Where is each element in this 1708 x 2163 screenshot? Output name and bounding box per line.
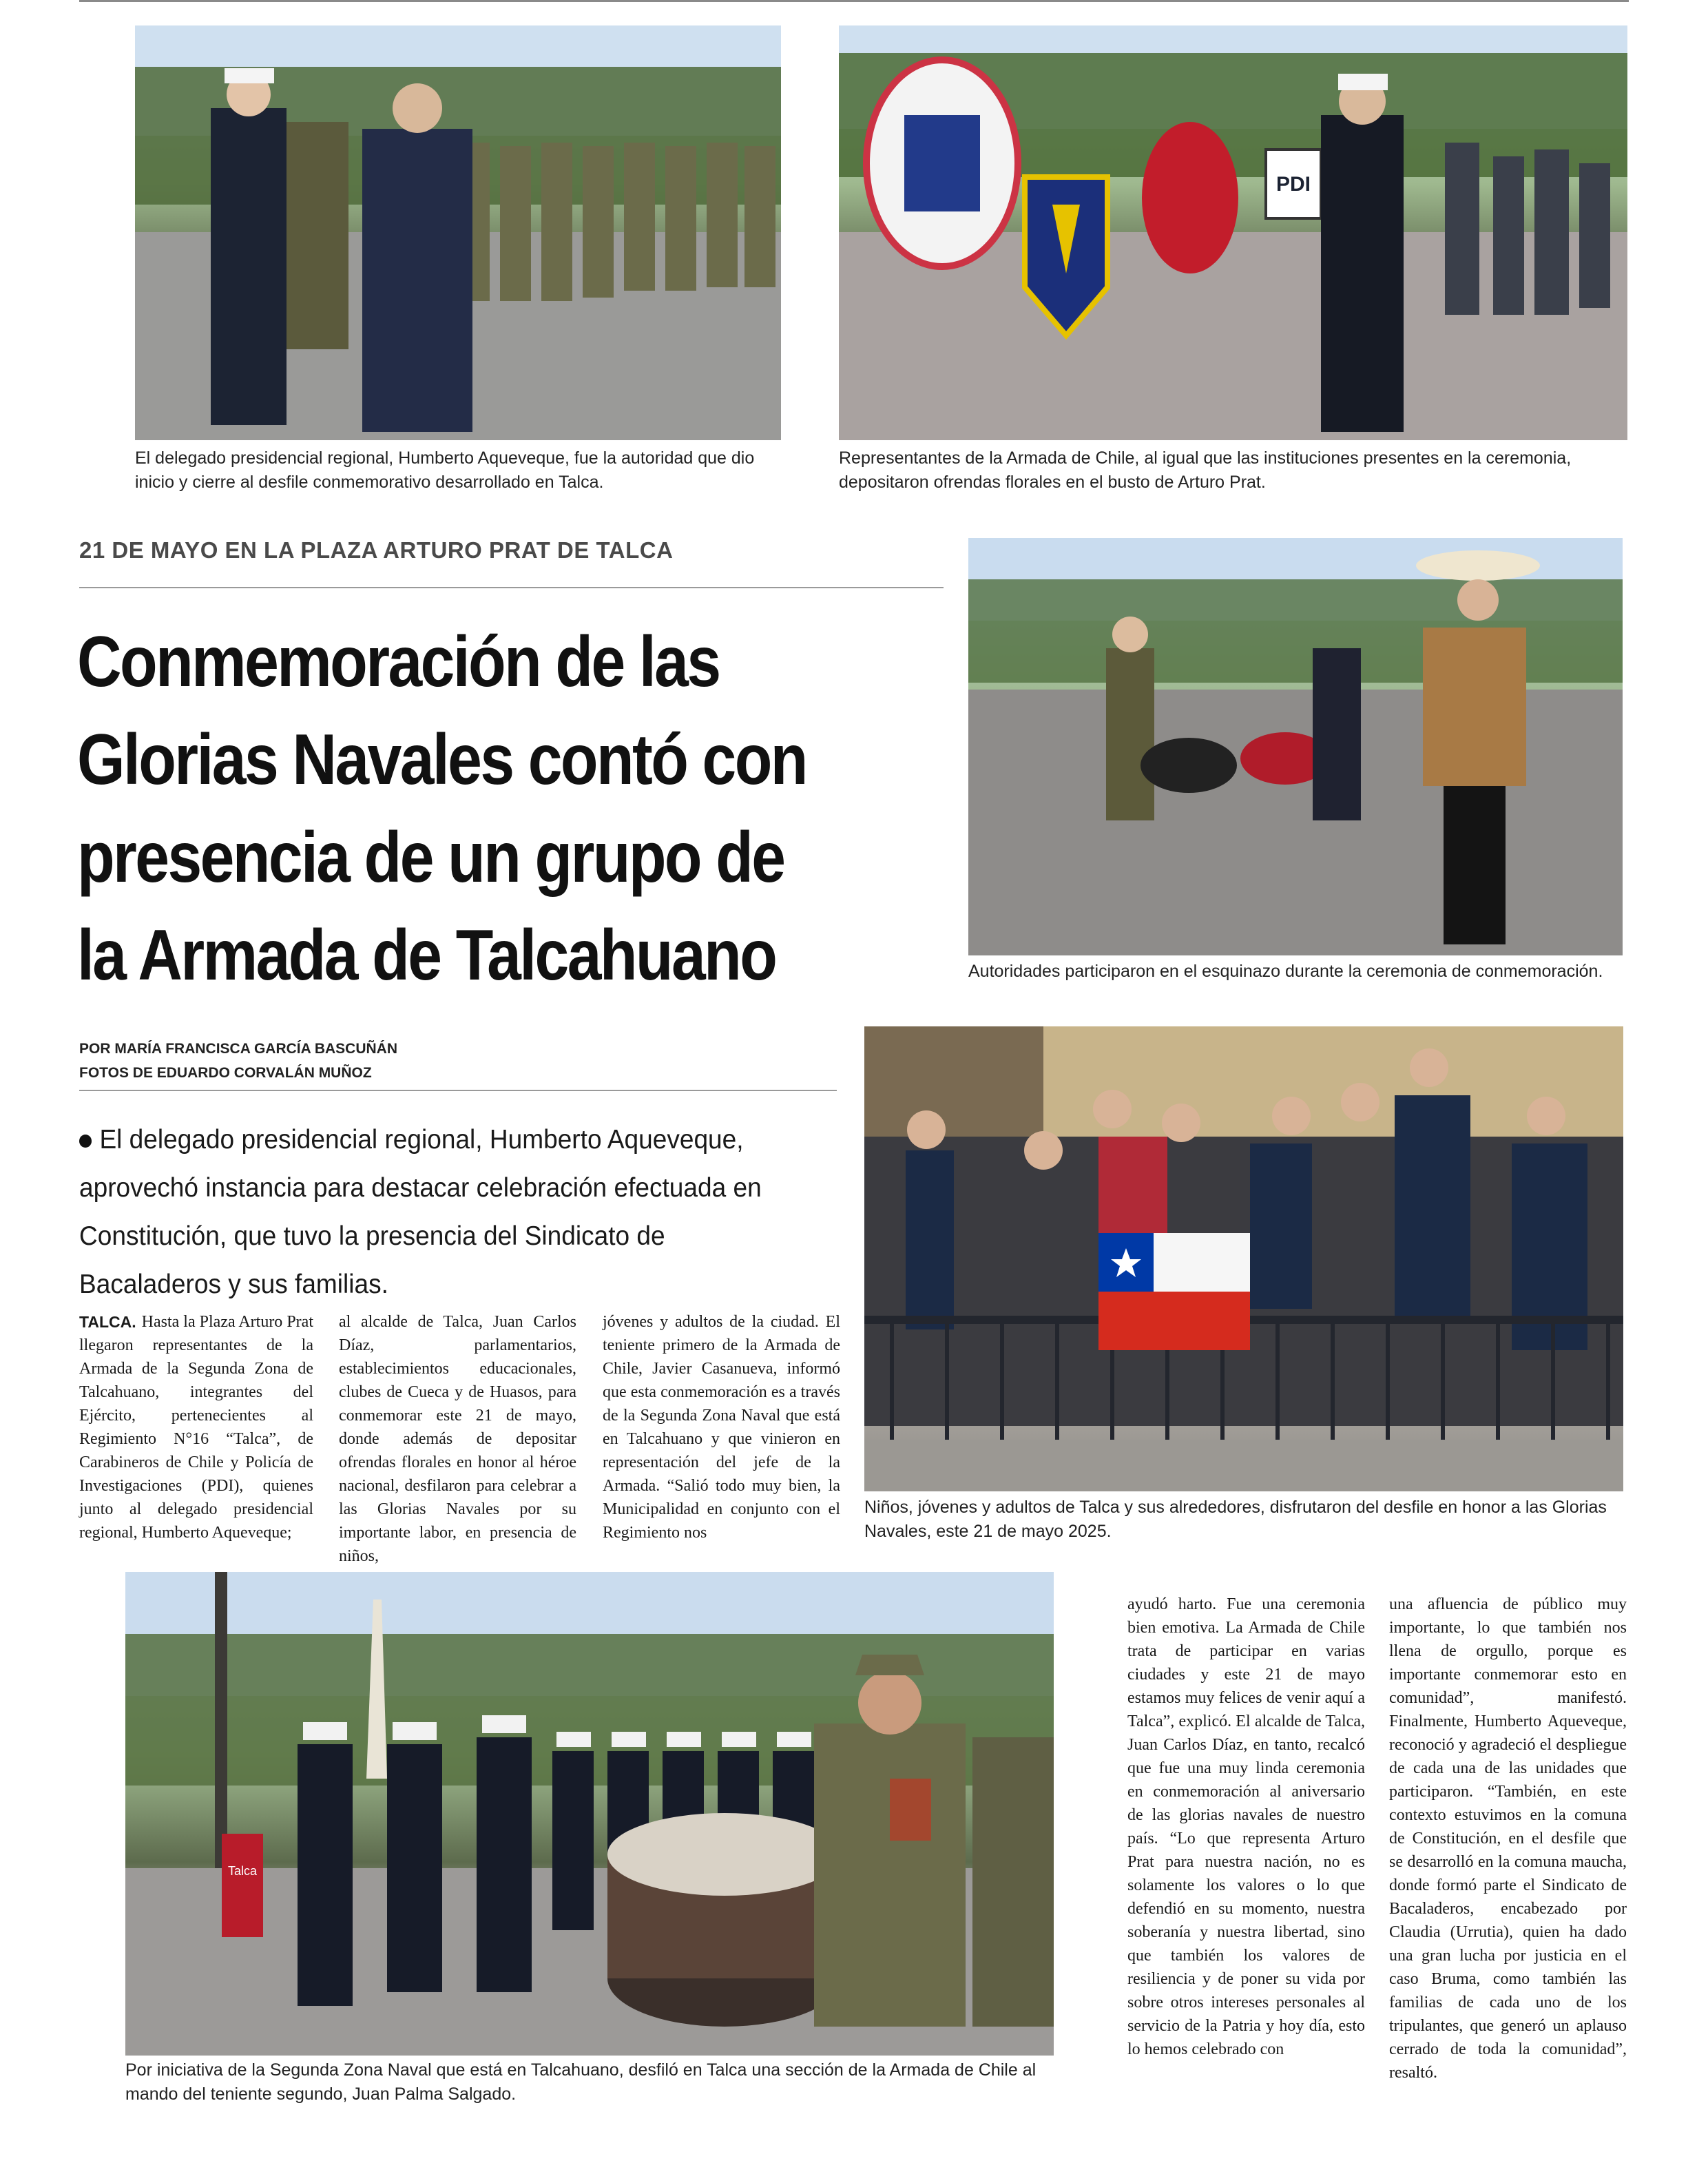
column-text: Hasta la Plaza Arturo Prat llegaron representantes de la Armada de la Segunda Zona de Talcahuano, integrantes del Ejército, pertenecientes al Regimiento N°16 “Talca”, de Carabineros de Chile y Policía de Investigaciones (PDI), quienes junto al delegado presidencial regional, Humberto Aqueveque; (79, 1313, 313, 1542)
bullet-icon (79, 1135, 92, 1148)
photo-caption: Representantes de la Armada de Chile, al igual que las instituciones presentes en la ceremonia, depositaron ofrendas florales en el busto de Arturo Prat. (839, 448, 1572, 492)
byline-divider (79, 1090, 837, 1091)
photo-caption: Niños, jóvenes y adultos de Talca y sus alrededores, disfrutaron del desfile en honor a las Glorias Navales, este 21 de mayo 2025. (864, 1498, 1607, 1541)
photo-crowd-flag (864, 1026, 1623, 1491)
photo-cueca-dancers-illustration (968, 538, 1623, 955)
photo-floral-offerings-illustration (839, 25, 1627, 440)
photo-cueca-dancers (968, 538, 1623, 955)
article-column-3: jóvenes y adultos de la ciudad. El teniente primero de la Armada de Chile, Javier Casanueva, informó que esta conmemoración es a través de la Segunda Zona Naval que está en Talcahuano y que vinieron en representación del jefe de la Armada. “Salió todo muy bien, la Municipalidad en conjunto con el Regimiento nos (603, 1313, 840, 1542)
photo-caption: Por iniciativa de la Segunda Zona Naval que está en Talcahuano, desfiló en Talca una sección de la Armada de Chile al mando del teniente segundo, Juan Palma Salgado. (125, 2060, 1037, 2104)
byline (79, 1037, 397, 1085)
article-summary (79, 1116, 806, 1309)
article-column-1 (79, 1310, 313, 1544)
photo-crowd-flag-illustration (864, 1026, 1623, 1491)
article-headline: Conmemoración de las Glorias Navales contó con presencia de un grupo de la Armada de Talcahuano (77, 622, 806, 995)
byline-photos: FOTOS DE EDUARDO CORVALÁN MUÑOZ (79, 1065, 372, 1081)
article-column-5: una afluencia de público muy importante, lo que también nos llena de orgullo, porque es importante conmemorar esto en comunidad”, manifestó. Finalmente, Humberto Aqueveque, reconoció y agradeció el despliegue de cada una de las unidades que participaron. “También, en este contexto estuvimos en la comuna de Constitución, en el desfile que se desarrolló en la comuna maucha, donde formó parte el Sindicato de Bacaladeros, encabezado por Claudia (Urrutia), quien ha dado una gran lucha por justicia en el caso Bruma, como también las familias de cada uno de los tripulantes, que generó un aplauso cerrado de toda la comunidad”, resaltó. (1389, 1595, 1627, 2082)
summary-text: El delegado presidencial regional, Humberto Aqueveque, aprovechó instancia para destacar celebración efectuada en Constitución, que tuvo la presencia del Sindicato de Bacaladeros y sus familias. (79, 1125, 762, 1299)
kicker-divider (79, 587, 944, 588)
pdi-sign-text: PDI (1275, 173, 1311, 196)
photo-caption: El delegado presidencial regional, Humberto Aqueveque, fue la autoridad que dio inicio y cierre al desfile conmemorativo desarrollado en Talca. (135, 448, 755, 492)
talca-banner-text: Talca (227, 1864, 258, 1878)
article-column-4: ayudó harto. Fue una ceremonia bien emotiva. La Armada de Chile trata de participar en varias ciudades y este 21 de mayo estamos muy felices de venir aquí a Talca”, explicó. El alcalde de Talca, Juan Carlos Díaz, en tanto, recalcó que fue una muy linda ceremonia en conmemoración al aniversario de las glorias navales de nuestro país. “Lo que representa Arturo Prat para nuestra nación, no es solamente los valores o lo que defendió en su momento, nuestra soberanía y nuestra libertad, sino que también los valores de resiliencia y de poner su vida por sobre otros intereses personales al servicio de la Patria y hoy día, esto lo hemos celebrado con (1127, 1595, 1365, 2058)
dateline: TALCA. (79, 1313, 136, 1331)
top-rule (79, 0, 1629, 2)
byline-author: POR MARÍA FRANCISCA GARCÍA BASCUÑÁN (79, 1041, 397, 1057)
chilean-flag-red (1098, 1292, 1250, 1350)
photo-parade-delegate-illustration (135, 25, 781, 440)
photo-navy-march-illustration (125, 1572, 1054, 2056)
section-kicker: 21 DE MAYO EN LA PLAZA ARTURO PRAT DE TALCA (79, 537, 674, 563)
photo-navy-march (125, 1572, 1054, 2056)
article-column-2: al alcalde de Talca, Juan Carlos Díaz, parlamentarios, establecimientos educacionales, clubes de Cueca y de Huasos, para conmemorar este 21 de mayo, donde además de depositar ofrendas florales en honor al héroe nacional, desfilaron para celebrar a las Glorias Navales por su importante labor, en presencia de niños, (339, 1313, 576, 1565)
photo-caption: Autoridades participaron en el esquinazo durante la ceremonia de conmemoración. (968, 962, 1603, 981)
photo-parade-delegate (135, 25, 781, 440)
photo-floral-offerings (839, 25, 1627, 440)
